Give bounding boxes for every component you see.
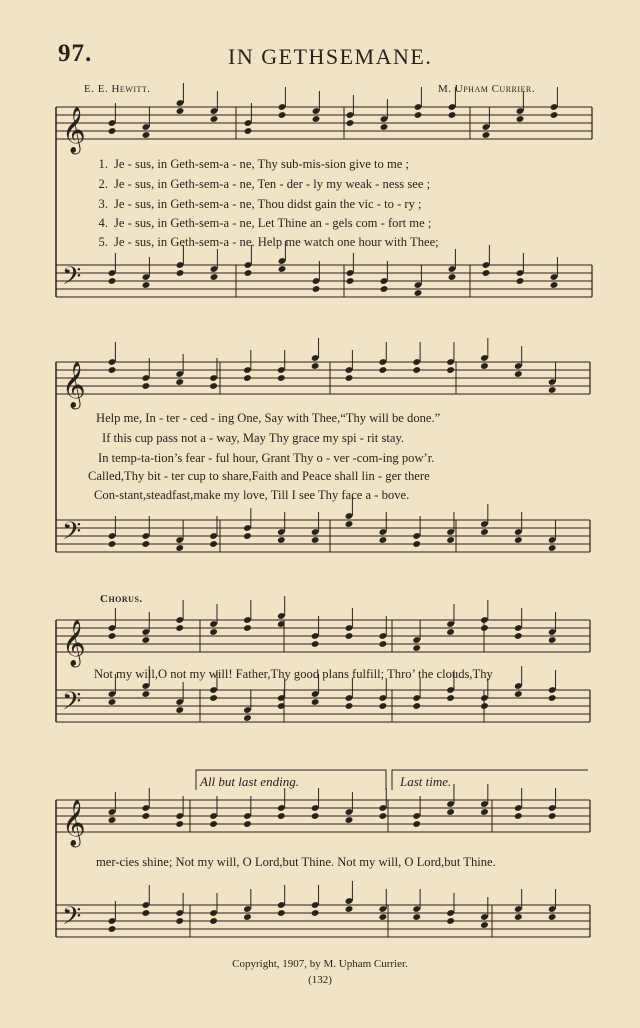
note-head xyxy=(379,640,388,648)
note-head xyxy=(108,366,117,374)
note-head xyxy=(277,909,286,917)
note-head xyxy=(311,698,320,706)
note-head xyxy=(277,536,286,544)
note-head xyxy=(277,374,286,382)
note-head xyxy=(379,536,388,544)
note-head xyxy=(278,265,287,273)
note-head xyxy=(311,362,320,370)
note-head xyxy=(480,362,489,370)
note-head xyxy=(142,131,151,139)
verse-lyric-line: Je - sus, in Geth-sem-a - ne, Let Thine an - gels com - fort me ; xyxy=(114,216,432,230)
verse-number: 4. xyxy=(98,216,108,230)
note-head xyxy=(482,269,491,277)
verse-number: 3. xyxy=(98,197,108,211)
verse-number: 5. xyxy=(98,235,108,249)
note-head xyxy=(346,277,355,285)
verse-number: 2. xyxy=(98,177,108,191)
note-head xyxy=(379,913,388,921)
note-head xyxy=(142,382,151,390)
note-head xyxy=(412,540,421,548)
note-head xyxy=(142,690,151,698)
note-head xyxy=(446,694,455,702)
note-head xyxy=(346,119,355,127)
bass-clef: 𝄢 xyxy=(62,687,82,722)
note-head xyxy=(345,702,354,710)
note-head xyxy=(243,714,252,722)
note-head xyxy=(278,111,287,119)
chorus-label: Chorus. xyxy=(100,593,143,605)
treble-clef: 𝄞 xyxy=(62,107,86,153)
note-head xyxy=(550,281,559,289)
note-head xyxy=(243,532,252,540)
note-head xyxy=(209,820,218,828)
note-head xyxy=(108,540,117,548)
note-head xyxy=(480,528,489,536)
note-head xyxy=(514,913,523,921)
note-head xyxy=(446,536,455,544)
treble-clef: 𝄞 xyxy=(62,362,86,408)
note-head xyxy=(243,374,252,382)
verse-lyric-line: Con-stant,steadfast,make my love, Till I see Thy face a - bove. xyxy=(94,488,410,502)
note-head xyxy=(108,698,117,706)
note-head xyxy=(548,636,557,644)
note-head xyxy=(514,812,523,820)
note-head xyxy=(175,917,184,925)
note-head xyxy=(243,624,252,632)
note-head xyxy=(108,277,117,285)
note-head xyxy=(209,540,218,548)
note-head xyxy=(345,905,354,913)
note-head xyxy=(480,624,489,632)
note-head xyxy=(142,281,151,289)
note-head xyxy=(142,812,151,820)
note-head xyxy=(548,812,557,820)
note-head xyxy=(108,632,117,640)
note-head xyxy=(480,921,489,929)
note-head xyxy=(244,269,253,277)
note-head xyxy=(412,913,421,921)
note-head xyxy=(142,540,151,548)
note-head xyxy=(209,694,218,702)
bass-clef: 𝄢 xyxy=(62,902,82,937)
note-head xyxy=(448,273,457,281)
note-head xyxy=(312,115,321,123)
note-head xyxy=(311,640,320,648)
note-head xyxy=(277,812,286,820)
note-head xyxy=(244,127,253,135)
note-head xyxy=(142,909,151,917)
note-head xyxy=(108,925,117,933)
note-head xyxy=(446,917,455,925)
bass-clef: 𝄢 xyxy=(62,517,82,552)
note-head xyxy=(175,820,184,828)
note-head xyxy=(412,366,421,374)
composer-credit: M. Upham Currier. xyxy=(438,83,536,95)
note-head xyxy=(412,702,421,710)
note-head xyxy=(175,706,184,714)
note-head xyxy=(548,386,557,394)
note-head xyxy=(176,107,185,115)
treble-clef: 𝄞 xyxy=(62,800,86,846)
note-head xyxy=(108,816,117,824)
chorus-lyric-line: mer-cies shine; Not my will, O Lord,but Thine. Not my will, O Lord,but Thine. xyxy=(96,855,496,869)
note-head xyxy=(380,285,389,293)
note-head xyxy=(345,520,354,528)
verse-lyric-line: In temp-ta-tion’s fear - ful hour, Grant Thy o - ver -com-ing pow’r. xyxy=(98,451,435,465)
note-head xyxy=(209,628,218,636)
note-head xyxy=(482,131,491,139)
note-head xyxy=(345,374,354,382)
note-head xyxy=(210,115,219,123)
note-head xyxy=(550,111,559,119)
hymn-title: IN GETHSEMANE. xyxy=(228,44,433,69)
verse-lyric-line: Je - sus, in Geth-sem-a - ne, Thy sub-mis-sion give to me ; xyxy=(114,157,409,171)
note-head xyxy=(514,690,523,698)
note-head xyxy=(448,111,457,119)
verse-lyric-line: Help me, In - ter - ced - ing One, Say with Thee,“Thy will be done.” xyxy=(96,411,441,425)
note-head xyxy=(312,285,321,293)
author-credit: E. E. Hewitt. xyxy=(84,83,151,95)
note-head xyxy=(311,536,320,544)
note-head xyxy=(446,808,455,816)
bass-clef: 𝄢 xyxy=(62,262,82,297)
note-head xyxy=(345,632,354,640)
note-head xyxy=(311,812,320,820)
last-ending-label: Last time. xyxy=(400,774,452,789)
note-head xyxy=(175,624,184,632)
note-head xyxy=(142,636,151,644)
note-head xyxy=(380,123,389,131)
verse-lyric-line: If this cup pass not a - way, May Thy grace my spi - rit stay. xyxy=(102,431,405,445)
verse-lyric-line: Je - sus, in Geth-sem-a - ne, Ten - der - ly my weak - ness see ; xyxy=(114,177,431,191)
note-head xyxy=(514,536,523,544)
note-head xyxy=(345,816,354,824)
note-head xyxy=(414,289,423,297)
note-head xyxy=(412,644,421,652)
note-head xyxy=(108,127,117,135)
note-head xyxy=(412,820,421,828)
note-head xyxy=(514,632,523,640)
note-head xyxy=(209,382,218,390)
note-head xyxy=(379,702,388,710)
note-head xyxy=(446,628,455,636)
note-head xyxy=(446,366,455,374)
verse-lyric-line: Je - sus, in Geth-sem-a - ne. Help me watch one hour with Thee; xyxy=(114,235,439,249)
note-head xyxy=(480,702,489,710)
verse-lyric-line: Je - sus, in Geth-sem-a - ne, Thou didst gain the vic - to - ry ; xyxy=(114,197,422,211)
note-head xyxy=(414,111,423,119)
note-head xyxy=(210,273,219,281)
note-head xyxy=(480,808,489,816)
note-head xyxy=(548,694,557,702)
hymn-number: 97. xyxy=(58,40,93,67)
note-head xyxy=(548,913,557,921)
chorus-lyric-line: Not my will,O not my will! Father,Thy good plans fulfill; Thro’ the clouds,Thy xyxy=(94,667,493,681)
note-head xyxy=(175,378,184,386)
note-head xyxy=(516,115,525,123)
note-head xyxy=(379,366,388,374)
page-number: (132) xyxy=(308,974,332,986)
treble-clef: 𝄞 xyxy=(62,620,86,666)
note-head xyxy=(175,544,184,552)
note-head xyxy=(516,277,525,285)
note-head xyxy=(548,544,557,552)
note-head xyxy=(243,913,252,921)
note-head xyxy=(379,812,388,820)
verse-lyric-line: Called,Thy bit - ter cup to share,Faith and Peace shall lin - ger there xyxy=(88,469,430,483)
note-head xyxy=(209,917,218,925)
note-head xyxy=(176,269,185,277)
copyright-notice: Copyright, 1907, by M. Upham Currier. xyxy=(232,958,408,970)
first-ending-label: All but last ending. xyxy=(200,774,299,789)
note-head xyxy=(311,909,320,917)
note-head xyxy=(243,820,252,828)
verse-number: 1. xyxy=(98,157,108,171)
note-head xyxy=(514,370,523,378)
